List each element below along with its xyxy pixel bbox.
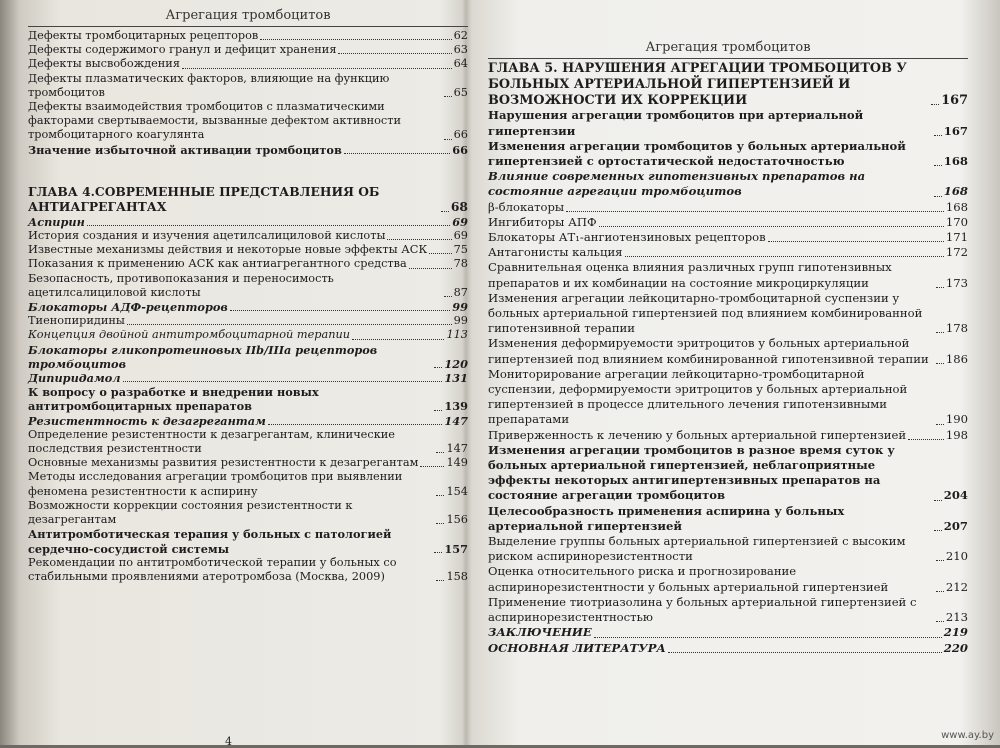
toc-entry-page: 212	[945, 579, 968, 594]
toc-entry-page: 219	[943, 625, 968, 640]
toc-entry	[488, 139, 968, 169]
header-rule	[28, 26, 468, 27]
toc-entry-page: 147	[444, 413, 468, 428]
toc-entry-title: К вопросу о разработке и внедрении новых антитромбоцитарных препаратов	[28, 385, 319, 414]
toc-entry	[488, 534, 968, 564]
toc-entry-page: 156	[446, 513, 468, 527]
toc-leader	[338, 53, 451, 54]
toc-leader	[352, 339, 444, 340]
toc-entry	[488, 564, 968, 594]
toc-entry	[28, 385, 468, 413]
toc-entry	[28, 184, 468, 215]
watermark: www.ay.by	[941, 730, 994, 741]
toc-entry-page: 120	[444, 356, 468, 371]
toc-entry	[28, 72, 468, 100]
toc-entry-title: Определение резистентности к дезагрегантам, клинические последствия резистентности	[28, 427, 395, 456]
toc-leader	[268, 424, 443, 425]
toc-leader	[936, 332, 944, 333]
toc-entry-title: Блокаторы АТ₁-ангиотензиновых рецепторов	[488, 230, 766, 245]
page-header: Агрегация тромбоцитов	[165, 8, 331, 23]
toc-leader	[934, 165, 942, 166]
toc-entry	[28, 143, 468, 157]
toc-entry-title: Рекомендации по антитромботической терапии у больных со стабильными проявлениями атеротромбоза (Москва, 2009)	[28, 555, 397, 583]
toc-entry-page: 99	[453, 314, 468, 328]
toc-entry	[28, 243, 468, 257]
toc-entry-title: Основные механизмы развития резистентности к дезагрегантам	[28, 456, 419, 470]
toc-entry-title: Изменения деформируемости эритроцитов у больных артериальной гипертензией под влиянием комбинированной гипотензивной терапии	[488, 336, 929, 366]
toc-entry-page: 75	[453, 243, 468, 257]
toc-entry	[28, 215, 468, 229]
toc-entry	[28, 57, 468, 71]
toc-entry-title: Оценка относительного риска и прогнозирование аспиринорезистентности у больных артериальной гипертензией	[488, 564, 889, 594]
right-page	[488, 0, 968, 656]
toc-entry-title: Концепция двойной антитромбоцитарной терапии	[28, 328, 351, 342]
toc-leader	[934, 500, 942, 501]
toc-entry-page: 172	[945, 245, 968, 260]
toc-entry-page: 62	[453, 29, 468, 42]
toc-leader	[936, 621, 944, 622]
toc-entry-title: ГЛАВА 5. НАРУШЕНИЯ АГРЕГАЦИИ ТРОМБОЦИТОВ У БОЛЬНЫХ АРТЕРИАЛЬНОЙ ГИПЕРТЕНЗИЕЙ И ВОЗМОЖНОСТИ ИХ КОРРЕКЦИИ	[488, 61, 907, 108]
page-header: Агрегация тромбоцитов	[645, 40, 811, 55]
toc-entry-title: Известные механизмы действия и некоторые новые эффекты АСК	[28, 243, 428, 257]
toc-entry-title: Применение тиотриазолина у больных артериальной гипертензией с аспиринорезистентностью	[488, 594, 917, 625]
toc-entry-title: Блокаторы гликопротеиновых IIb/IIIa рецепторов тромбоцитов	[28, 342, 378, 371]
toc-leader	[936, 560, 944, 561]
toc-entry	[488, 169, 968, 199]
toc-leader	[434, 367, 442, 368]
toc-entry-page: 131	[444, 371, 468, 386]
toc-leader	[436, 523, 444, 524]
toc-entry-title: Приверженность к лечению у больных артериальной гипертензией	[488, 427, 907, 442]
toc-leader	[420, 466, 444, 467]
toc-entry-page: 168	[943, 184, 968, 199]
toc-entry-page: 171	[945, 230, 968, 245]
toc-entry	[488, 336, 968, 366]
toc-leader	[344, 153, 450, 154]
toc-entry-title: Значение избыточной активации тромбоцитов	[28, 142, 342, 157]
toc-list	[488, 61, 968, 656]
toc-leader	[625, 256, 944, 257]
toc-leader	[599, 226, 944, 227]
toc-entry-title: Дефекты плазматических факторов, влияющие на функцию тромбоцитов	[28, 71, 390, 99]
toc-leader	[409, 268, 452, 269]
toc-entry	[28, 470, 468, 498]
toc-leader	[436, 452, 444, 453]
toc-entry	[28, 328, 468, 342]
left-page	[28, 0, 468, 584]
toc-entry-title: Антитромботическая терапия у больных с патологией сердечно-сосудистой системы	[28, 527, 392, 556]
toc-entry-title: β-блокаторы	[488, 199, 565, 214]
toc-entry-page: 173	[945, 275, 968, 290]
toc-entry-title: ЗАКЛЮЧЕНИЕ	[488, 625, 592, 640]
toc-entry-title: Мониторирование агрегации лейкоцитарно-тромбоцитарной суспензии, деформируемости эритроцитов у больных артериальной гипертензией в процессе длительного лечения гипотензивными препаратами	[488, 366, 908, 427]
toc-entry	[488, 595, 968, 625]
toc-entry-title: Блокаторы АДФ-рецепторов	[28, 300, 228, 315]
toc-leader	[936, 424, 944, 425]
toc-entry	[28, 272, 468, 300]
toc-entry-title: ОСНОВНАЯ ЛИТЕРАТУРА	[488, 640, 666, 655]
toc-entry-title: Изменения агрегации тромбоцитов у больных артериальной гипертензией с ортостатической недостаточностью	[488, 138, 906, 168]
toc-entry-title: Дефекты содержимого гранул и дефицит хранения	[28, 43, 337, 57]
toc-entry-title: История создания и изучения ацетилсалициловой кислоты	[28, 229, 386, 243]
toc-entry	[28, 43, 468, 57]
toc-entry-title: Дефекты взаимодействия тромбоцитов с плазматическими факторами свертываемости, вызванные дефектом активности тромбоцитарного коагулянта	[28, 100, 402, 142]
toc-entry-page: 154	[446, 484, 468, 498]
toc-entry-page: 213	[945, 610, 968, 625]
toc-entry	[488, 504, 968, 534]
toc-entry	[488, 443, 968, 504]
toc-leader	[436, 495, 444, 496]
toc-entry	[488, 641, 968, 656]
toc-leader	[936, 363, 944, 364]
toc-entry	[488, 230, 968, 245]
header-rule	[488, 58, 968, 59]
toc-entry-page: 204	[943, 488, 968, 503]
toc-entry	[488, 260, 968, 290]
toc-entry-title: Выделение группы больных артериальной гипертензией с высоким риском аспиринорезистентности	[488, 534, 906, 564]
toc-entry	[28, 229, 468, 243]
toc-leader	[182, 68, 452, 69]
toc-leader	[123, 381, 443, 382]
toc-leader	[441, 211, 449, 212]
toc-entry	[28, 343, 468, 371]
toc-leader	[260, 39, 451, 40]
toc-entry-title: Тиенопиридины	[28, 314, 125, 328]
toc-entry-page: 158	[446, 569, 468, 583]
toc-entry	[28, 300, 468, 314]
toc-entry	[488, 625, 968, 640]
toc-entry-title: Изменения агрегации лейкоцитарно-тромбоцитарной суспензии у больных артериальной гипертензией под влиянием комбинированной гипотензивной терапии	[488, 290, 923, 336]
toc-entry-page: 139	[444, 399, 468, 414]
toc-entry	[488, 367, 968, 428]
toc-leader	[934, 135, 942, 136]
toc-entry-page: 167	[941, 92, 968, 108]
toc-leader	[768, 241, 944, 242]
toc-entry-title: Антагонисты кальция	[488, 245, 623, 260]
toc-entry	[488, 200, 968, 215]
toc-entry-page: 66	[452, 142, 468, 157]
toc-entry-title: Возможности коррекции состояния резистентности к дезагрегантам	[28, 498, 353, 527]
toc-entry-page: 113	[446, 328, 468, 342]
toc-entry-title: Дипиридамол	[28, 371, 121, 386]
toc-leader	[429, 253, 451, 254]
toc-entry	[28, 556, 468, 584]
toc-entry-page: 87	[453, 285, 468, 299]
toc-leader	[566, 211, 944, 212]
toc-leader	[87, 225, 450, 226]
toc-list	[28, 29, 468, 584]
toc-entry	[28, 499, 468, 527]
toc-entry-page: 157	[444, 541, 468, 556]
toc-entry-title: Ингибиторы АПФ	[488, 214, 597, 229]
toc-entry	[28, 527, 468, 555]
toc-leader	[594, 637, 942, 638]
toc-entry	[28, 100, 468, 143]
toc-entry	[488, 245, 968, 260]
toc-entry-page: 198	[945, 427, 968, 442]
toc-entry-title: Влияние современных гипотензивных препаратов на состояние агрегации тромбоцитов	[488, 169, 866, 199]
toc-entry-page: 69	[453, 229, 468, 243]
toc-entry	[488, 428, 968, 443]
toc-entry-page: 99	[452, 300, 468, 315]
toc-entry-page: 68	[450, 199, 468, 215]
toc-entry-title: Сравнительная оценка влияния различных групп гипотензивных препаратов и их комбинации на состояние микроциркуляции	[488, 260, 892, 290]
toc-leader	[436, 580, 444, 581]
toc-entry-page: 69	[452, 214, 468, 229]
toc-leader	[931, 104, 939, 105]
toc-leader	[230, 310, 450, 311]
toc-entry-page: 210	[945, 549, 968, 564]
toc-entry-page: 170	[945, 214, 968, 229]
toc-entry-page: 190	[945, 412, 968, 427]
toc-entry-page: 149	[446, 456, 468, 470]
toc-entry	[28, 371, 468, 385]
toc-entry	[28, 414, 468, 428]
toc-entry-title: Резистентность к дезагрегантам	[28, 413, 266, 428]
toc-entry-page: 63	[453, 43, 468, 57]
toc-entry	[28, 428, 468, 456]
toc-leader	[434, 410, 442, 411]
toc-entry-page: 147	[446, 442, 468, 456]
toc-entry-page: 186	[945, 351, 968, 366]
toc-entry-page: 207	[943, 518, 968, 533]
spacer	[28, 157, 468, 184]
toc-entry	[488, 291, 968, 337]
toc-leader	[127, 324, 452, 325]
toc-entry-title: Изменения агрегации тромбоцитов в разное время суток у больных артериальной гипертензией, неблагоприятные эффекты некоторых антигипертензивных препаратов на состояние агрегации тромбоцитов	[488, 442, 895, 503]
toc-entry-title: Показания к применению АСК как антиагрегантного средства	[28, 257, 407, 271]
toc-entry-page: 220	[943, 640, 968, 655]
toc-entry-page: 64	[453, 57, 468, 71]
toc-entry	[28, 314, 468, 328]
toc-entry-page: 168	[945, 199, 968, 214]
toc-entry-title: Нарушения агрегации тромбоцитов при артериальной гипертензии	[488, 108, 864, 138]
toc-leader	[936, 287, 944, 288]
toc-entry-page: 178	[945, 321, 968, 336]
toc-entry-title: Методы исследования агрегации тромбоцитов при выявлении феномена резистентности к аспирину	[28, 470, 403, 498]
toc-leader	[936, 591, 944, 592]
toc-leader	[434, 552, 442, 553]
toc-leader	[908, 439, 944, 440]
toc-entry-page: 78	[453, 257, 468, 271]
toc-entry	[488, 61, 968, 108]
toc-leader	[934, 196, 942, 197]
toc-entry-title: Целесообразность применения аспирина у больных артериальной гипертензией	[488, 503, 845, 533]
toc-leader	[934, 530, 942, 531]
toc-entry	[28, 29, 468, 43]
toc-leader	[387, 239, 451, 240]
page-number: 4	[225, 735, 232, 748]
toc-leader	[444, 96, 452, 97]
toc-leader	[668, 652, 942, 653]
toc-entry	[28, 257, 468, 271]
toc-entry-title: ГЛАВА 4.СОВРЕМЕННЫЕ ПРЕДСТАВЛЕНИЯ ОБ АНТИАГРЕГАНТАХ	[28, 183, 380, 215]
toc-entry	[28, 456, 468, 470]
toc-entry-page: 167	[943, 123, 968, 138]
toc-entry	[488, 215, 968, 230]
toc-entry-page: 66	[453, 128, 468, 142]
toc-entry-title: Дефекты высвобождения	[28, 57, 180, 71]
toc-leader	[444, 139, 452, 140]
toc-entry-title: Аспирин	[28, 214, 85, 229]
toc-entry	[488, 108, 968, 138]
toc-leader	[444, 296, 452, 297]
toc-entry-page: 65	[453, 85, 468, 99]
toc-entry-page: 168	[943, 154, 968, 168]
toc-entry-title: Дефекты тромбоцитарных рецепторов	[28, 29, 259, 42]
toc-entry-title: Безопасность, противопоказания и переносимость ацетилсалициловой кислоты	[28, 271, 334, 299]
